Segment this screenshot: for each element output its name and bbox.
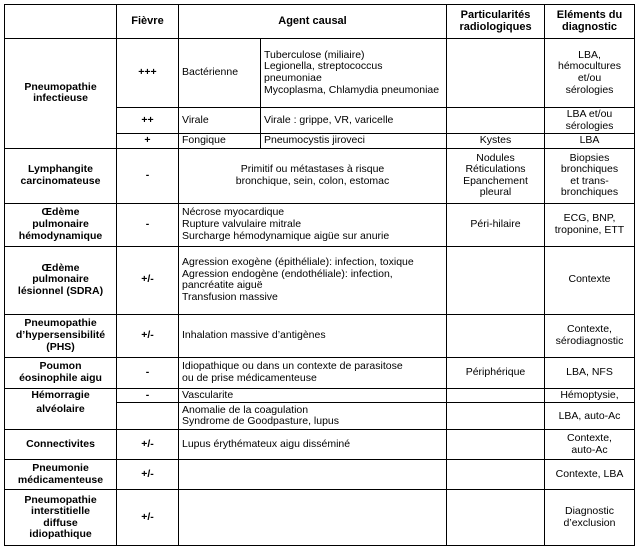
agent-cell: Inhalation massive d’antigènes (179, 314, 447, 357)
radio-cell: Kystes (447, 134, 545, 149)
fever-cell: - (117, 203, 179, 246)
row-label-hemorragie: Hémorragie (5, 388, 117, 403)
diag-cell: LBA, auto-Ac (545, 403, 635, 430)
radio-cell: Péri-hilaire (447, 203, 545, 246)
row-label-lymphangite: Lymphangite carcinomateuse (5, 148, 117, 203)
diag-cell: Biopsies bronchiques et trans- bronchiques (545, 148, 635, 203)
agent-cell: Virale : grippe, VR, varicelle (261, 108, 447, 134)
diag-cell: Diagnostic d’exclusion (545, 490, 635, 546)
header-empty (5, 5, 117, 39)
table-row (5, 314, 635, 357)
fever-cell: - (117, 148, 179, 203)
row-label-pid: Pneumopathie interstitielle diffuse idiopathique (5, 490, 117, 546)
row-label-oedeme-lesionnel: Œdème pulmonaire lésionnel (SDRA) (5, 246, 117, 314)
agent-cell: Lupus érythémateux aigu disséminé (179, 430, 447, 460)
table-row (5, 388, 635, 403)
diag-cell: Contexte, LBA (545, 460, 635, 490)
row-label-hemorragie-cont: alvéolaire (5, 403, 117, 430)
row-label-oedeme-hemodynamique: Œdème pulmonaire hémodynamique (5, 203, 117, 246)
agent-cell: Pneumocystis jiroveci (261, 134, 447, 149)
radio-cell (447, 490, 545, 546)
header-fever: Fièvre (117, 5, 179, 39)
table-row (5, 357, 635, 388)
table-row (5, 148, 635, 203)
diagnostic-table (4, 4, 635, 546)
radio-cell: Nodules Réticulations Epanchement pleural (447, 148, 545, 203)
agent-type-cell: Fongique (179, 134, 261, 149)
header-diag: Eléments du diagnostic (545, 5, 635, 39)
header-radio: Particularités radiologiques (447, 5, 545, 39)
agent-type-cell: Bactérienne (179, 39, 261, 108)
agent-cell: Primitif ou métastases à risque bronchique, sein, colon, estomac (179, 148, 447, 203)
row-label-eosinophile: Poumon éosinophile aigu (5, 357, 117, 388)
diag-cell: Hémoptysie, (545, 388, 635, 403)
diag-cell: LBA, NFS (545, 357, 635, 388)
fever-cell: ++ (117, 108, 179, 134)
fever-cell (117, 403, 179, 430)
table-row (5, 39, 635, 108)
radio-cell (447, 460, 545, 490)
agent-cell: Vascularite (179, 388, 447, 403)
agent-cell (179, 460, 447, 490)
table-row (5, 430, 635, 460)
fever-cell: +++ (117, 39, 179, 108)
fever-cell: +/- (117, 314, 179, 357)
agent-cell: Nécrose myocardique Rupture valvulaire mitrale Surcharge hémodynamique aigüe sur anurie (179, 203, 447, 246)
diag-cell: LBA et/ou sérologies (545, 108, 635, 134)
agent-cell: Agression exogène (épithéliale): infection, toxique Agression endogène (endothéliale): infection, pancréatite aiguë Transfusion massive (179, 246, 447, 314)
radio-cell (447, 430, 545, 460)
fever-cell: +/- (117, 460, 179, 490)
radio-cell (447, 388, 545, 403)
header-agent: Agent causal (179, 5, 447, 39)
agent-cell (179, 490, 447, 546)
radio-cell (447, 39, 545, 108)
fever-cell: +/- (117, 246, 179, 314)
radio-cell (447, 403, 545, 430)
agent-type-cell: Virale (179, 108, 261, 134)
table-row (5, 246, 635, 314)
table-row (5, 403, 635, 430)
table-row (5, 460, 635, 490)
diag-cell: ECG, BNP, troponine, ETT (545, 203, 635, 246)
fever-cell: + (117, 134, 179, 149)
diag-cell: Contexte, sérodiagnostic (545, 314, 635, 357)
fever-cell: - (117, 357, 179, 388)
radio-cell (447, 108, 545, 134)
agent-cell: Tuberculose (miliaire) Legionella, streptococcus pneumoniae Mycoplasma, Chlamydia pneumoniae (261, 39, 447, 108)
diag-cell: Contexte (545, 246, 635, 314)
fever-cell: +/- (117, 490, 179, 546)
diag-cell: LBA, hémocultures et/ou sérologies (545, 39, 635, 108)
row-label-phs: Pneumopathie d’hypersensibilité (PHS) (5, 314, 117, 357)
fever-cell: +/- (117, 430, 179, 460)
radio-cell (447, 314, 545, 357)
header-row (5, 5, 635, 39)
diag-cell: LBA (545, 134, 635, 149)
row-label-infectieuse: Pneumopathie infectieuse (5, 39, 117, 149)
radio-cell (447, 246, 545, 314)
radio-cell: Périphérique (447, 357, 545, 388)
row-label-medicamenteuse: Pneumonie médicamenteuse (5, 460, 117, 490)
diag-cell: Contexte, auto-Ac (545, 430, 635, 460)
agent-cell: Anomalie de la coagulation Syndrome de Goodpasture, lupus (179, 403, 447, 430)
fever-cell: - (117, 388, 179, 403)
row-label-connectivites: Connectivites (5, 430, 117, 460)
agent-cell: Idiopathique ou dans un contexte de parasitose ou de prise médicamenteuse (179, 357, 447, 388)
table-row (5, 203, 635, 246)
table-row (5, 490, 635, 546)
